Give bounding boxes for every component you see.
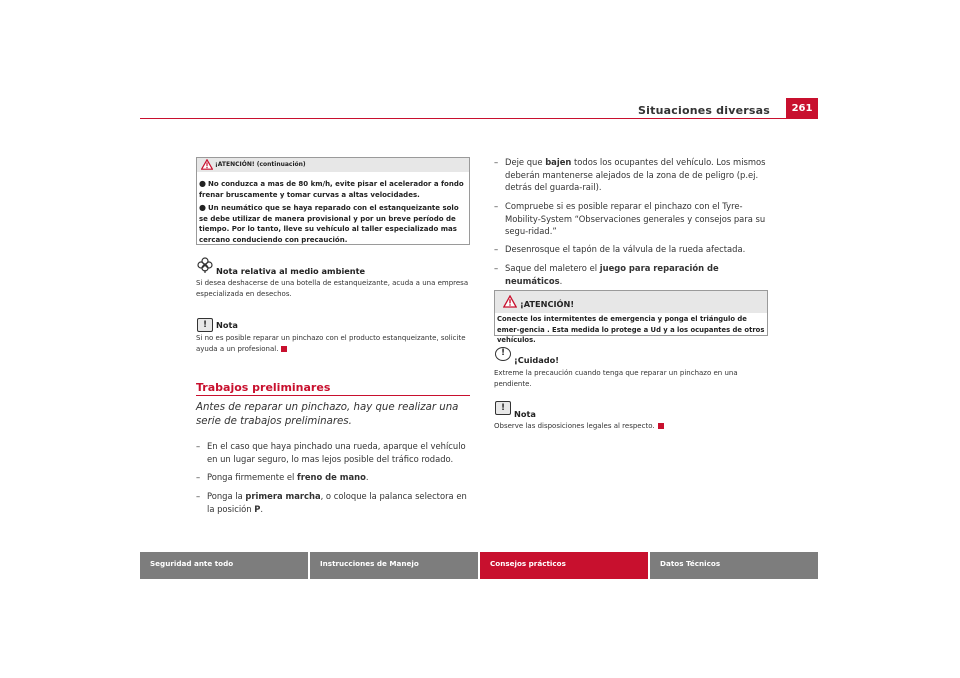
step-item xyxy=(494,200,776,238)
footer-tab-consejos[interactable]: Consejos prácticos xyxy=(480,552,648,579)
note-text xyxy=(196,333,474,354)
end-of-section-marker xyxy=(658,423,664,429)
warning-item xyxy=(199,179,467,200)
step-item xyxy=(494,262,776,287)
header-divider xyxy=(140,118,818,119)
step-text-bold: bajen xyxy=(545,157,572,167)
step-text: Ponga firmemente el xyxy=(207,472,298,482)
warning-item-text: No conduzca a mas de 80 km/h, evite pisar el acelerador a fondo frenar bruscamente y tomar curvas a altas velocidades. xyxy=(199,180,464,199)
step-text: Deje que xyxy=(505,157,546,167)
page-header-title: Situaciones diversas xyxy=(638,104,770,117)
step-item xyxy=(196,440,476,465)
warning-triangle-icon xyxy=(503,295,517,308)
warning-box-title: ¡ATENCIÓN! (continuación) xyxy=(215,161,306,168)
step-text: Saque del maletero el xyxy=(505,263,600,273)
warning-triangle-icon xyxy=(201,159,213,170)
section-divider xyxy=(196,395,470,396)
step-dash: – xyxy=(494,244,499,254)
note-text-content: Observe las disposiciones legales al respecto. xyxy=(494,422,655,430)
warning-box-text: Conecte los intermitentes de emergencia y ponga el triángulo de emer-gencia . Esta medida lo protege a Ud y a los ocupantes de otros vehículos. xyxy=(497,315,765,344)
bullet-icon: ● xyxy=(199,179,206,188)
note-text-content: Si no es posible reparar un pinchazo con el producto estanqueizante, solicite ayuda a un profesional. xyxy=(196,334,466,353)
step-text-end: todos los ocupantes del vehículo. Los mismos deberán mantenerse alejados de la zona de de peligro (p.ej. detrás del guarda-rail). xyxy=(505,157,766,192)
step-dash: – xyxy=(196,441,201,451)
step-text-bold: freno de mano xyxy=(297,472,366,482)
warning-box-title: ¡ATENCIÓN! xyxy=(520,299,575,309)
environment-note-title: Nota relativa al medio ambiente xyxy=(216,266,366,276)
step-text: En el caso que haya pinchado una rueda, aparque el vehículo en un lugar seguro, lo mas lejos posible del tráfico rodado. xyxy=(207,441,466,464)
step-item xyxy=(494,243,776,256)
step-item xyxy=(196,471,476,484)
step-dash: – xyxy=(494,157,499,167)
warning-box-continuation xyxy=(196,157,470,245)
footer-tab-datos[interactable]: Datos Técnicos xyxy=(650,552,818,579)
section-title: Trabajos preliminares xyxy=(196,381,331,394)
step-text-bold: juego para reparación de neumáticos xyxy=(505,263,719,286)
environment-note-text: Si desea deshacerse de una botella de estanqueizante, acuda a una empresa especializada en desechos. xyxy=(196,279,469,298)
end-of-section-marker xyxy=(281,346,287,352)
note-title: Nota xyxy=(216,320,238,330)
step-text-bold: P xyxy=(254,503,261,514)
caution-text: Extreme la precaución cuando tenga que reparar un pinchazo en una pendiente. xyxy=(494,369,738,388)
warning-item-text: Un neumático que se haya reparado con el estanqueizante solo se debe utilizar de manera provisional y por un breve período de tiempo. Por lo tanto, lleve su vehículo al taller especializado mas cercano conduciendo con precaución. xyxy=(199,204,459,244)
footer-tab-seguridad[interactable]: Seguridad ante todo xyxy=(140,552,308,579)
step-dash: – xyxy=(196,491,201,501)
caution-icon: ! xyxy=(495,347,511,361)
step-item xyxy=(494,156,776,194)
warning-box-header xyxy=(495,291,767,313)
step-text-mid: , o coloque la palanca selectora en la posición xyxy=(207,491,467,514)
step-dash: – xyxy=(494,263,499,273)
step-item xyxy=(196,490,476,515)
note-icon: ! xyxy=(495,401,511,415)
step-text: Desenrosque el tapón de la válvula de la rueda afectada. xyxy=(505,244,746,254)
step-text: Ponga la xyxy=(207,491,246,501)
note-text xyxy=(494,421,772,432)
page-number: 261 xyxy=(786,98,818,118)
step-text-end: . xyxy=(365,472,369,482)
step-dash: – xyxy=(196,472,201,482)
warning-box xyxy=(494,290,768,344)
warning-item xyxy=(199,203,467,245)
step-text-bold: primera marcha xyxy=(245,491,321,501)
environment-flower-icon xyxy=(197,257,213,273)
note-title: Nota xyxy=(514,409,536,419)
caution-title: ¡Cuidado! xyxy=(514,355,559,365)
warning-box-header xyxy=(197,158,469,172)
note-icon: ! xyxy=(197,318,213,332)
footer-tab-instrucciones[interactable]: Instrucciones de Manejo xyxy=(310,552,478,579)
step-dash: – xyxy=(494,201,499,211)
bullet-icon: ● xyxy=(199,203,206,212)
section-intro: Antes de reparar un pinchazo, hay que realizar una serie de trabajos preliminares. xyxy=(196,402,459,427)
step-text: Compruebe si es posible reparar el pinchazo con el Tyre-Mobility-System “Observaciones generales y consejos para su segu-ridad.” xyxy=(505,201,766,236)
step-text-end: . xyxy=(559,275,563,286)
step-text-end: . xyxy=(260,503,264,514)
